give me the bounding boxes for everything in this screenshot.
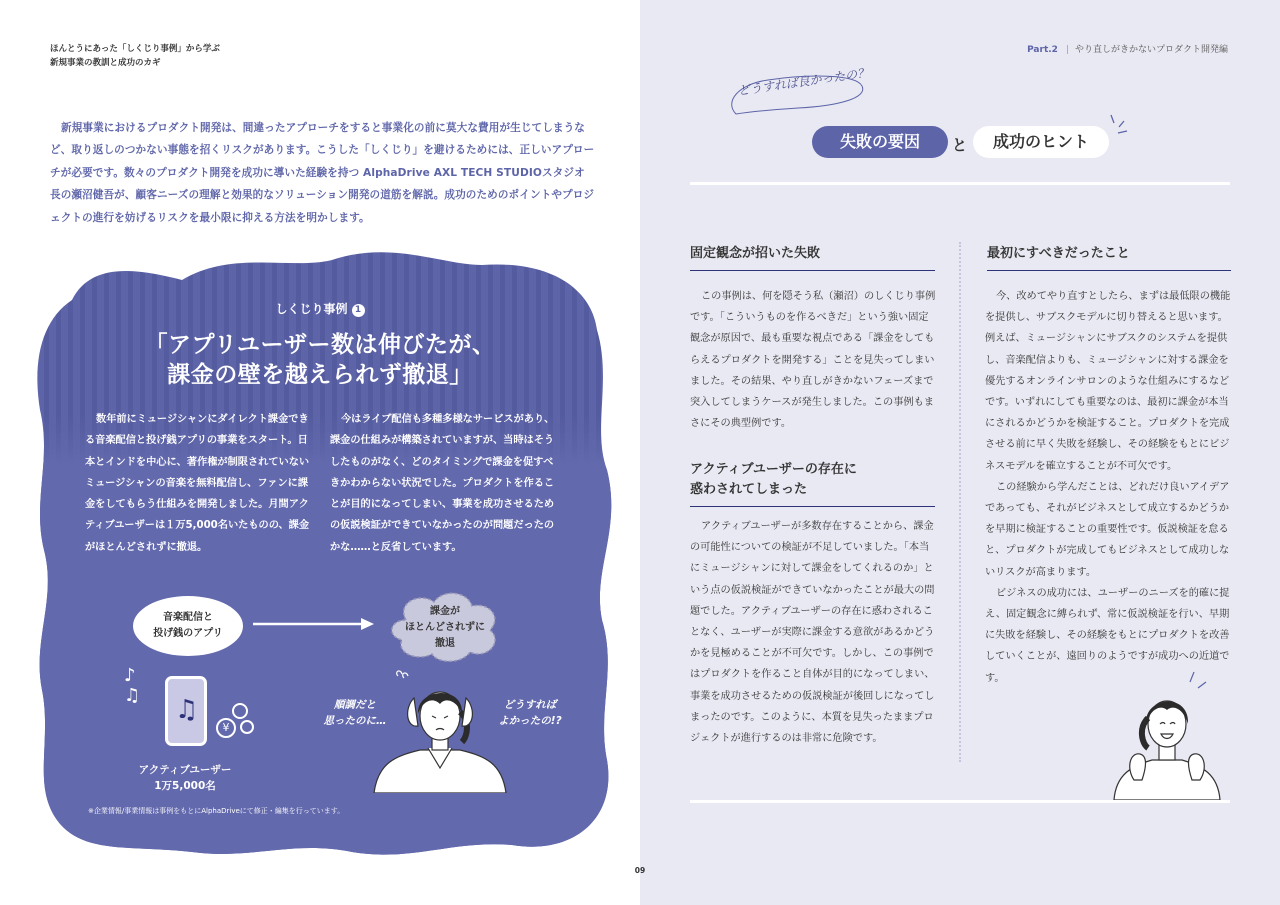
case-title bbox=[0, 330, 640, 390]
music-notes-icon: ♪ ♫ bbox=[124, 665, 141, 706]
worried-woman-illustration bbox=[370, 668, 510, 793]
page-number: 09 bbox=[634, 866, 646, 875]
active-users-line2: 1万5,000名 bbox=[154, 780, 216, 792]
case-label bbox=[0, 300, 640, 317]
section-heading-first-step: 最初にすべきだったこと bbox=[987, 244, 1231, 271]
coin-icon bbox=[232, 703, 248, 719]
think1-line2: 思ったのに… bbox=[323, 715, 387, 727]
app-speech-bubble bbox=[133, 596, 243, 656]
music-note-icon: ♫ bbox=[175, 695, 199, 725]
divider-bottom bbox=[690, 800, 1230, 803]
section-heading-active-users bbox=[690, 460, 935, 507]
active-users-line1: アクティブユーザー bbox=[138, 764, 232, 776]
header-right-title: やり直しがきかないプロダクト開発編 bbox=[1074, 45, 1228, 55]
script-heading: どうすれば良かったの？ bbox=[737, 65, 870, 98]
app-bubble-line2: 投げ銭のアプリ bbox=[153, 628, 223, 639]
right-arrow-icon bbox=[253, 616, 375, 632]
case-title-line2: 課金の壁を越えられず撤退」 bbox=[167, 362, 473, 388]
intro-paragraph: 新規事業におけるプロダクト開発は、間違ったアプローチをすると事業化の前に莫大な費用が生じてしまうなど、取り返しのつかない事態を招くリスクがあります。こうした「しくじり」を避けるためには、正しいアプローチが必要です。数々のプロダクト開発を成功に導いた経験を持つ AlphaDrive AXL TECH STUDIOスタジオ長の瀬沼健吾が、顧客ニーズの理解と効果的なソリューション開発の道筋を解説。成功のためのポイントやプロジェクトの進行を妨げるリスクを最小限に抑える方法を明かします。 bbox=[50, 122, 595, 224]
running-header-left bbox=[50, 42, 220, 70]
section-body-active-users: アクティブユーザーが多数存在することから、課金の可能性についての検証が不足していました。「本当にミュージシャンに対して課金をしてくれるのか」という点の仮説検証ができていなかったことが最大の問題でした。アクティブユーザーの存在に惑わされることなく、ユーザーが実際に課金する意欲があるかどうかを見極めることが不可欠です。しかし、この事例ではプロダクトを作ること自体が目的になってしまい、事業を成功させるための仮説検証が後回しになってしまったのです。このように、本質を見失ったままプロジェクトが進行するのは非常に危険です。 bbox=[690, 521, 935, 745]
footnote: ※企業情報/事業情報は事例をもとにAlphaDriveにて修正・編集を行っています。 bbox=[88, 807, 345, 815]
divider-top bbox=[690, 182, 1230, 185]
case-column-1: 数年前にミュージシャンにダイレクト課金できる音楽配信と投げ銭アプリの事業をスタート。日本とインドを中心に、著作権が制限されていないミュージシャンの音楽を無料配信し、ファンに課金をしてもらう仕組みを開発しました。月間アクティブユーザーは１万5,000名いたものの、課金がほとんどされずに撤退。 bbox=[85, 414, 310, 553]
cloud-line1: 課金が bbox=[430, 606, 460, 617]
header-separator: | bbox=[1065, 45, 1069, 55]
cloud-text bbox=[386, 604, 504, 652]
sparkle-icon bbox=[1108, 113, 1132, 137]
section-heading-fixed-idea: 固定観念が招いた失敗 bbox=[690, 244, 935, 271]
coin-icon bbox=[240, 720, 254, 734]
case-label-text: しくじり事例 bbox=[275, 302, 348, 316]
column-divider bbox=[959, 242, 961, 762]
running-header-right bbox=[1027, 42, 1228, 55]
confident-woman-illustration bbox=[1112, 668, 1222, 800]
think1-line1: 順調だと bbox=[334, 699, 376, 711]
section-body-first-step bbox=[985, 286, 1231, 689]
and-connector: と bbox=[952, 136, 968, 154]
sec3-paragraph-3: ビジネスの成功には、ユーザーのニーズを的確に捉え、固定観念に縛られず、常に仮説検証を行い、早期に失敗を経験し、その経験をもとにプロダクトを改善していくことが、遠回りのようですが成功への近道です。 bbox=[985, 587, 1230, 684]
header-left-line2: 新規事業の教訓と成功のカギ bbox=[50, 58, 161, 68]
sec3-paragraph-2: この経験から学んだことは、どれだけ良いアイデアであっても、それがビジネスとして成立するかどうかを早期に検証することの重要性です。仮説検証を怠ると、プロダクトが完成してもビジネスとして成功しないリスクが高まります。 bbox=[985, 481, 1230, 578]
sec2-head-line2: 惑わされてしまった bbox=[690, 482, 808, 497]
cloud-line2: ほとんどされずに bbox=[405, 622, 485, 633]
cloud-line3: 撤退 bbox=[435, 638, 455, 649]
think2-line2: よかったの!? bbox=[498, 715, 562, 727]
think2-line1: どうすれば bbox=[503, 699, 557, 711]
smartphone-icon bbox=[165, 676, 207, 746]
case-column-2: 今はライブ配信も多種多様なサービスがあり、課金の仕組みが構築されていますが、当時はそうしたものがなく、どのタイミングで課金を促すべきかわからない状況でした。プロダクトを作ることが目的になってしまい、事業を成功させるための仮説検証ができていなかったのが問題だったのかな……と反省しています。 bbox=[330, 414, 555, 553]
section-body-fixed-idea: この事例は、何を隠そう私（瀬沼）のしくじり事例です。「こういうものを作るべきだ」という強い固定観念が原因で、最も重要な視点である「課金をしてもらえるプロダクトを開発する」ことを見失ってしまいました。その結果、やり直しがきかないフェーズまで突入してしまうケースが発生しました。この事例もまさにその典型例です。 bbox=[690, 291, 936, 430]
part-label: Part.2 bbox=[1027, 45, 1058, 55]
yen-coin-icon: ¥ bbox=[216, 718, 236, 738]
failure-cause-pill: 失敗の要因 bbox=[812, 126, 948, 158]
success-hint-pill: 成功のヒント bbox=[973, 126, 1109, 158]
active-users-label bbox=[130, 762, 240, 794]
sec2-head-line1: アクティブユーザーの存在に bbox=[690, 462, 857, 477]
app-bubble-line1: 音楽配信と bbox=[162, 612, 213, 623]
case-title-line1: 「アプリユーザー数は伸びたが、 bbox=[144, 332, 496, 358]
case-number-badge: 1 bbox=[352, 304, 365, 317]
header-left-line1: ほんとうにあった「しくじり事例」から学ぶ bbox=[50, 44, 220, 54]
sec3-paragraph-1: 今、改めてやり直すとしたら、まずは最低限の機能を提供し、サブスクモデルに切り替えると思います。例えば、ミュージシャンにサブスクのシステムを提供し、音楽配信よりも、ミュージシャンに対する課金を優先するオンラインサロンのような仕組みにするなどです。いずれにしても重要なのは、最初に課金が本当にされるかどうかを検証すること。プロダクトを完成させる前に早く失敗を経験し、その経験をもとにビジネスモデルを確立することが不可欠です。 bbox=[985, 291, 1231, 472]
